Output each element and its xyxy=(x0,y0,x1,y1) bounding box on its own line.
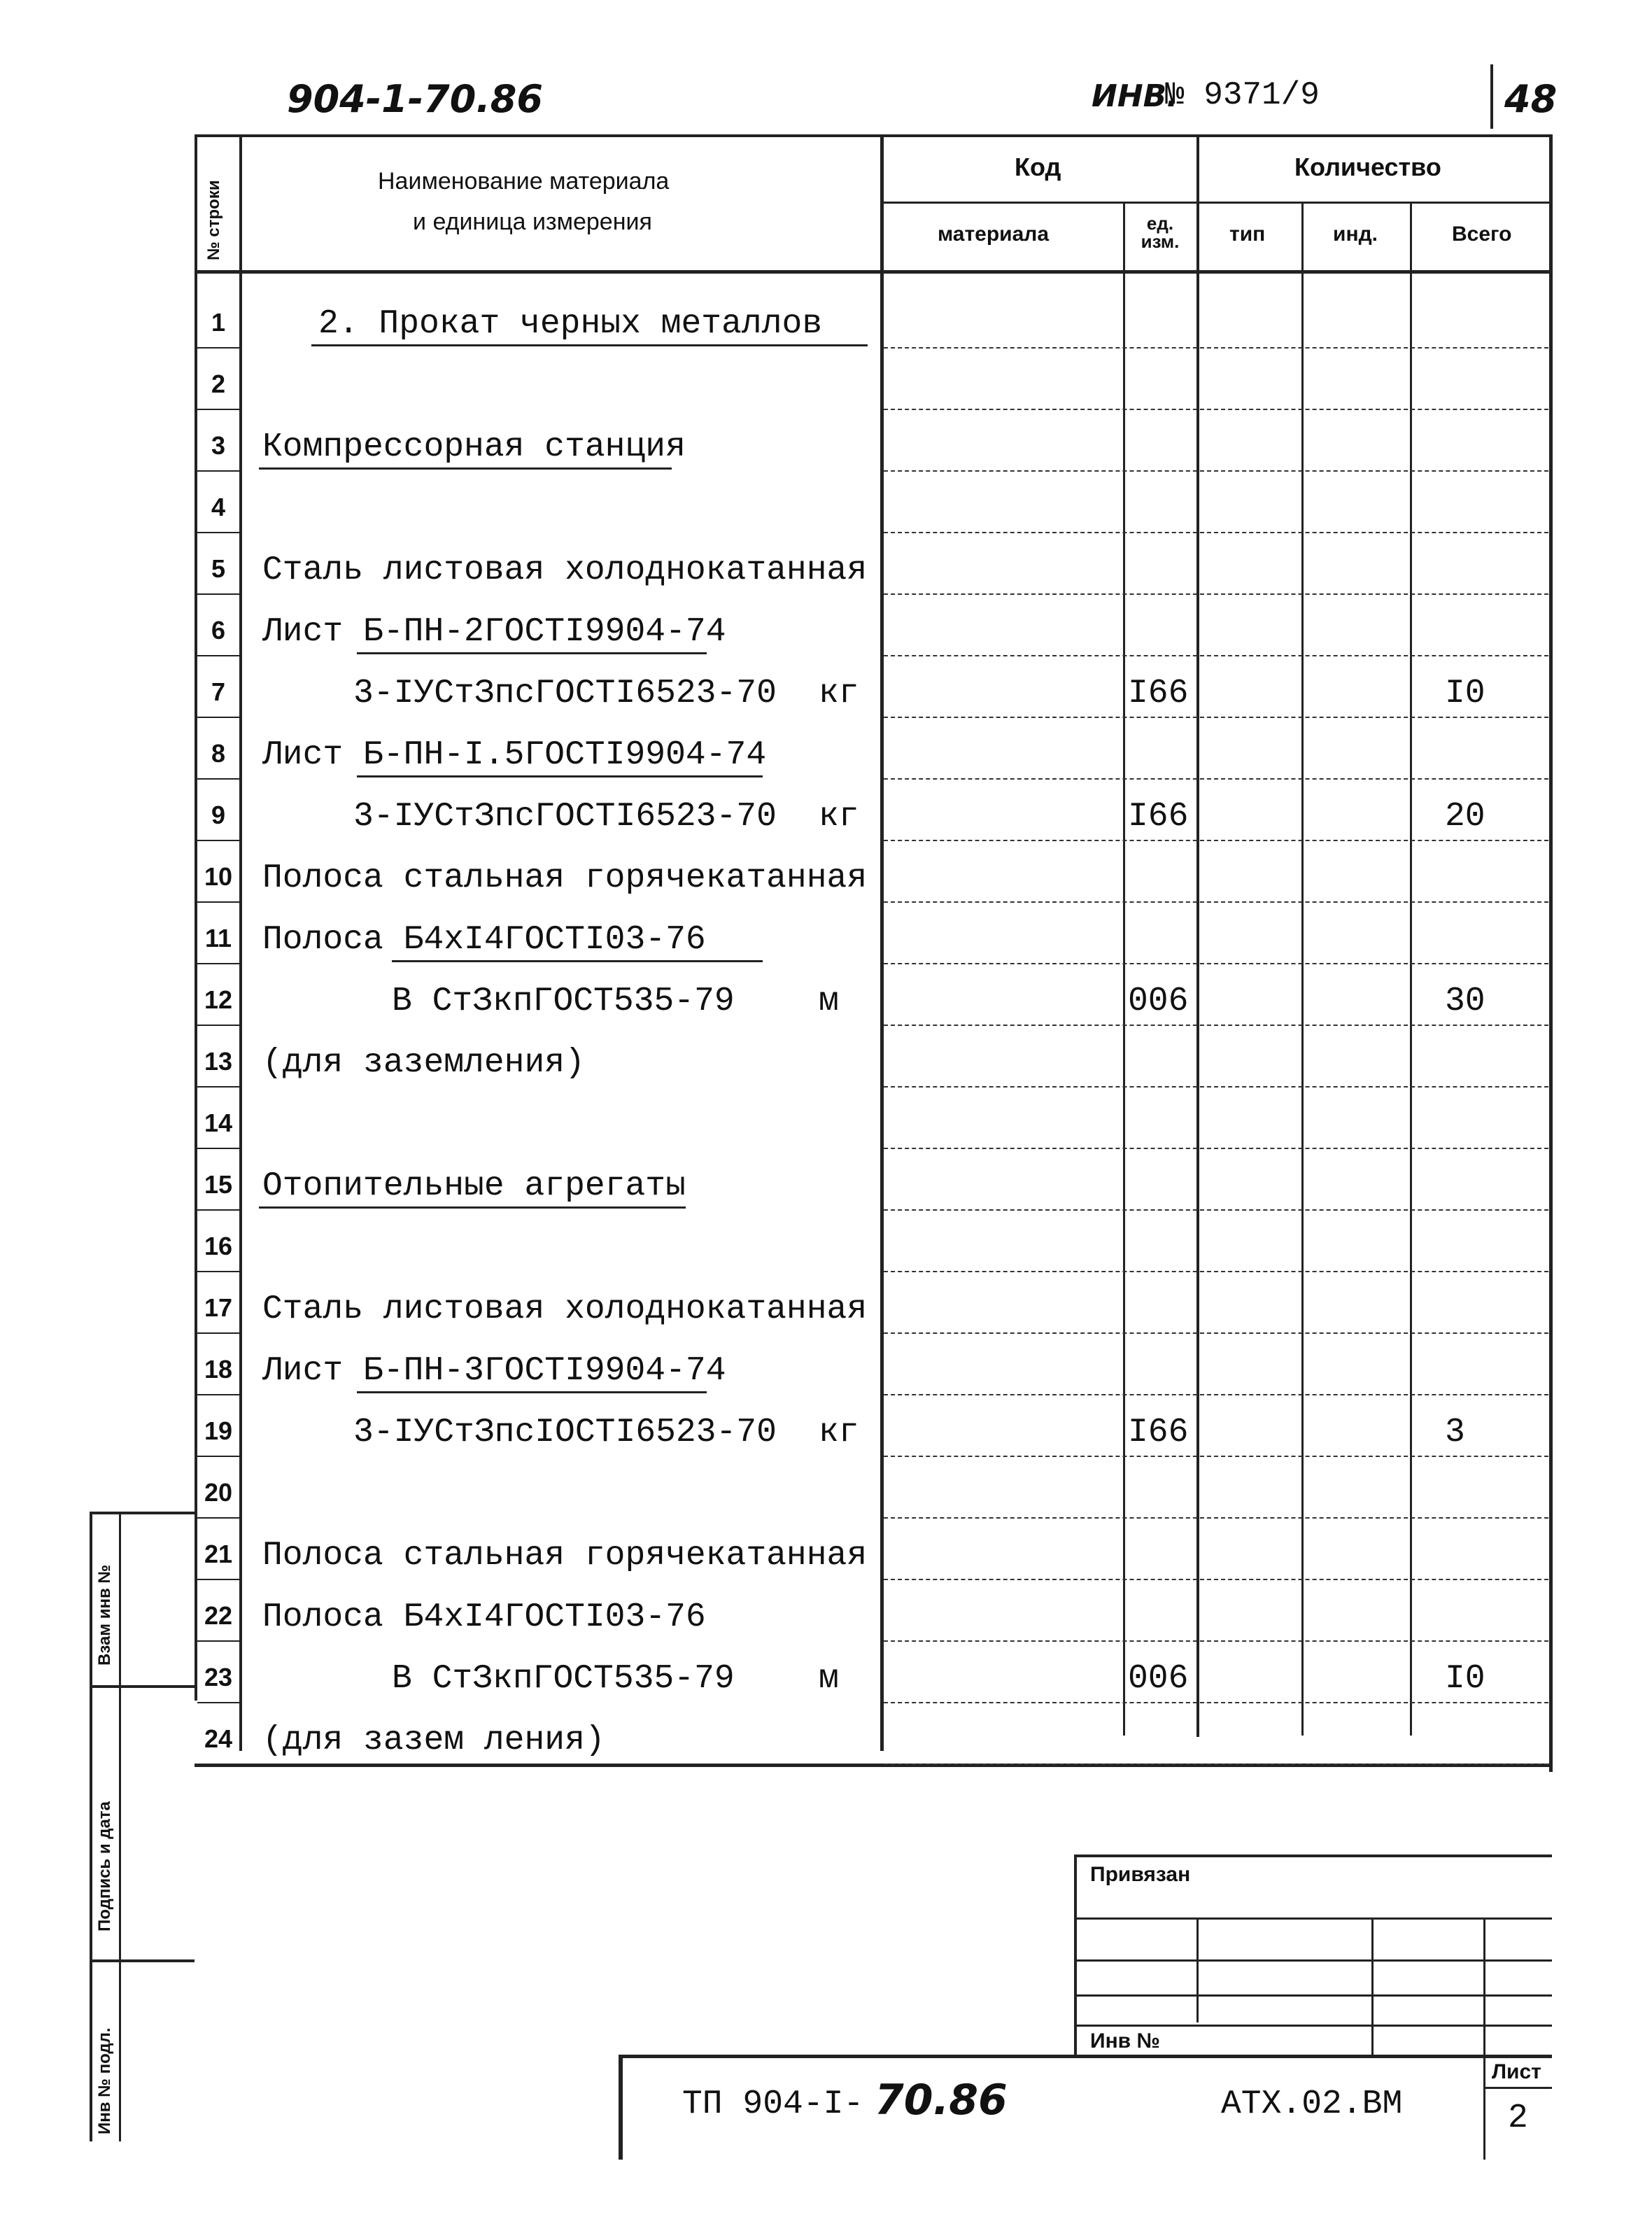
row-divider xyxy=(884,347,1548,349)
row-divider xyxy=(884,532,1548,533)
row-number-divider xyxy=(197,1148,239,1149)
row-number: 22 xyxy=(204,1601,233,1630)
heading-underline xyxy=(357,652,707,654)
row-number: 7 xyxy=(211,677,226,706)
document-number-prefix: ТП 904-I- xyxy=(682,2085,864,2123)
row-number-divider xyxy=(197,840,239,841)
page-number-handwritten: 48 xyxy=(1504,77,1558,121)
row-divider xyxy=(884,963,1548,964)
unit-code: 006 xyxy=(1128,983,1189,1020)
row-number-divider xyxy=(197,1086,239,1088)
unit-of-measure: м xyxy=(819,983,839,1020)
row-number: 9 xyxy=(211,801,226,829)
material-name: (для заземления) xyxy=(262,1044,585,1082)
material-name: 3-IУСтЗпсIОСТI6523-70 xyxy=(353,1414,777,1451)
unit-of-measure: м xyxy=(819,1660,839,1698)
row-number-divider xyxy=(197,1579,239,1580)
row-number-divider xyxy=(197,593,239,595)
name-header-line2: и единица измерения xyxy=(413,209,652,235)
row-number: 5 xyxy=(211,554,226,583)
row-divider xyxy=(884,1517,1548,1519)
material-name: В СтЗкпГОСТ535-79 xyxy=(392,1660,735,1698)
row-number-divider xyxy=(197,717,239,718)
heading-underline xyxy=(357,775,763,777)
row-divider xyxy=(884,1456,1548,1457)
material-name: В СтЗкпГОСТ535-79 xyxy=(392,983,735,1020)
material-name: 2. Прокат черных металлов xyxy=(318,305,823,343)
name-header-line1: Наименование материала xyxy=(378,168,670,195)
row-number: 8 xyxy=(211,739,226,768)
row-divider xyxy=(884,1148,1548,1149)
row-number: 21 xyxy=(204,1540,233,1568)
row-divider xyxy=(884,409,1548,410)
material-name: Полоса Б4хI4ГОСТI03-76 xyxy=(262,1598,706,1636)
row-divider xyxy=(884,717,1548,718)
row-number: 18 xyxy=(204,1355,233,1384)
unit-code: I66 xyxy=(1128,798,1189,836)
document-number-handwritten: 70.86 xyxy=(875,2076,1008,2125)
row-number-divider xyxy=(197,1025,239,1026)
total-quantity: I0 xyxy=(1445,1660,1485,1698)
row-number-divider xyxy=(197,778,239,780)
row-number-header: № строки xyxy=(204,180,223,260)
heading-underline xyxy=(259,1206,686,1209)
row-number: 14 xyxy=(204,1109,233,1137)
row-number-divider xyxy=(197,655,239,656)
row-number: 16 xyxy=(204,1232,233,1260)
material-name: Компрессорная станция xyxy=(262,428,686,466)
replaced-inventory-label: Взам инв № xyxy=(95,1564,114,1666)
type-header: тип xyxy=(1229,223,1266,246)
unit-of-measure: кг xyxy=(819,798,859,836)
sheet-code: АТХ.02.ВМ xyxy=(1221,2085,1403,2123)
row-divider xyxy=(884,1209,1548,1211)
total-quantity: 30 xyxy=(1445,983,1485,1020)
row-number-divider xyxy=(197,963,239,964)
row-number-divider xyxy=(197,1640,239,1642)
quantity-header: Количество xyxy=(1294,153,1441,181)
row-divider xyxy=(884,1086,1548,1088)
heading-underline xyxy=(392,960,763,962)
material-name: Сталь листовая холоднокатанная xyxy=(262,551,868,589)
code-header: Код xyxy=(1015,153,1061,181)
row-divider xyxy=(884,1025,1548,1026)
row-number: 3 xyxy=(211,431,226,460)
row-number: 2 xyxy=(211,370,226,398)
row-number: 20 xyxy=(204,1478,233,1507)
row-number: 12 xyxy=(204,985,233,1014)
total-quantity: 20 xyxy=(1445,798,1485,836)
row-divider xyxy=(884,470,1548,472)
binding-inventory-label: Инв № xyxy=(1090,2029,1160,2053)
material-name: (для зазем ления) xyxy=(262,1722,605,1759)
row-number-divider xyxy=(197,1456,239,1457)
row-number: 11 xyxy=(204,924,232,952)
signature-date-label: Подпись и дата xyxy=(95,1801,114,1931)
row-number-divider xyxy=(197,347,239,349)
row-number-divider xyxy=(197,1271,239,1272)
unit-code: I66 xyxy=(1128,1414,1189,1451)
row-divider xyxy=(884,1579,1548,1580)
row-number-divider xyxy=(197,1332,239,1334)
material-name: Сталь листовая холоднокатанная xyxy=(262,1290,868,1328)
row-divider xyxy=(884,1332,1548,1334)
sheet-number: 2 xyxy=(1508,2099,1528,2137)
row-divider xyxy=(884,655,1548,656)
original-inventory-label: Инв № подл. xyxy=(95,2027,114,2134)
row-number: 23 xyxy=(204,1663,233,1691)
row-number-divider xyxy=(197,1764,239,1765)
row-number-divider xyxy=(197,532,239,533)
material-name: Отопительные агрегаты xyxy=(262,1167,686,1205)
row-number-divider xyxy=(197,470,239,472)
heading-underline xyxy=(357,1391,707,1393)
row-number-divider xyxy=(197,1702,239,1703)
row-divider xyxy=(884,593,1548,595)
row-number: 19 xyxy=(204,1416,233,1445)
page-number-divider xyxy=(1490,64,1493,129)
material-name: Полоса Б4хI4ГОСТI03-76 xyxy=(262,921,706,959)
unit-code: I66 xyxy=(1128,675,1189,712)
total-quantity: 3 xyxy=(1445,1414,1465,1451)
unit-of-measure: кг xyxy=(819,675,859,712)
row-number: 4 xyxy=(211,493,226,521)
row-divider xyxy=(884,1764,1548,1765)
row-number: 1 xyxy=(211,308,226,337)
material-name: Лист Б-ПН-3ГОСТI9904-74 xyxy=(262,1352,726,1390)
material-name: Лист Б-ПН-I.5ГОСТI9904-74 xyxy=(262,736,767,774)
ind-header: инд. xyxy=(1333,223,1378,246)
row-number: 10 xyxy=(204,862,233,891)
project-number-handwritten: 904-1-70.86 xyxy=(287,77,543,121)
material-name: Лист Б-ПН-2ГОСТI9904-74 xyxy=(262,613,726,651)
row-number-divider xyxy=(197,1209,239,1211)
row-number-divider xyxy=(197,409,239,410)
material-name: 3-IУСтЗпсГОСТI6523-70 xyxy=(353,798,777,836)
material-name: 3-IУСтЗпсГОСТI6523-70 xyxy=(353,675,777,712)
inventory-label: ИНВ. xyxy=(1092,78,1178,114)
row-divider xyxy=(884,1271,1548,1272)
unit-of-measure: кг xyxy=(819,1414,859,1451)
row-number: 17 xyxy=(204,1293,233,1322)
row-number: 24 xyxy=(204,1724,233,1753)
heading-underline xyxy=(311,344,868,346)
heading-underline xyxy=(259,467,672,470)
material-name: Полоса стальная горячекатанная xyxy=(262,1537,868,1575)
sheet-label: Лист xyxy=(1492,2060,1541,2083)
unit-header: ед. изм. xyxy=(1141,213,1180,252)
row-number: 15 xyxy=(204,1170,233,1199)
unit-code: 006 xyxy=(1128,1660,1189,1698)
material-name: Полоса стальная горячекатанная xyxy=(262,859,868,897)
row-divider xyxy=(884,901,1548,903)
row-divider xyxy=(884,1394,1548,1395)
row-number-divider xyxy=(197,1517,239,1519)
inventory-number: № 9371/9 xyxy=(1165,77,1320,113)
row-number: 13 xyxy=(204,1047,233,1076)
row-number-divider xyxy=(197,901,239,903)
binding-label: Привязан xyxy=(1090,1863,1191,1886)
row-divider xyxy=(884,1702,1548,1703)
row-number-divider xyxy=(197,1394,239,1395)
row-divider xyxy=(884,840,1548,841)
material-header: материала xyxy=(938,223,1050,246)
row-number: 6 xyxy=(211,616,226,645)
row-divider xyxy=(884,778,1548,780)
row-divider xyxy=(884,1640,1548,1642)
total-quantity: I0 xyxy=(1445,675,1485,712)
total-header: Всего xyxy=(1452,223,1512,246)
